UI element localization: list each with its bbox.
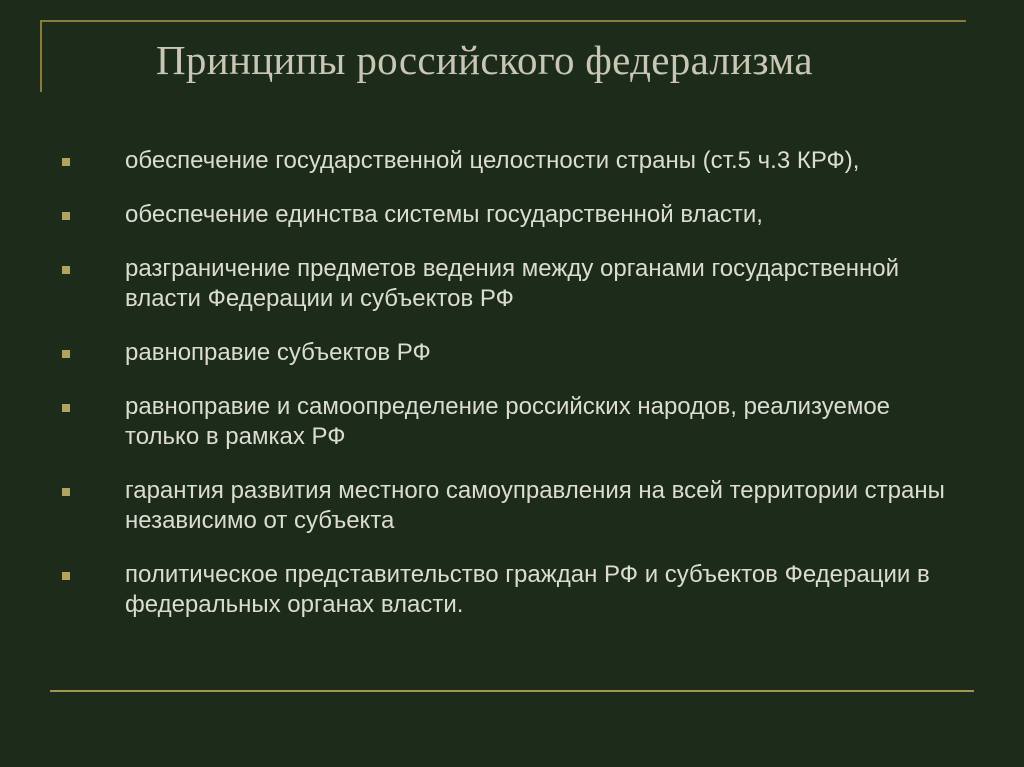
bullet-item	[62, 338, 962, 368]
bullet-text: равноправие и самоопределение российских народов, реализуемое только в рамках РФ	[125, 393, 891, 450]
square-bullet-icon	[62, 404, 70, 412]
square-bullet-icon	[62, 266, 70, 274]
bullet-text: гарантия развития местного самоуправления на всей территории страны независимо от субъекта	[125, 477, 945, 534]
slide-title: Принципы российского федерализма	[156, 37, 813, 83]
square-bullet-icon	[62, 158, 70, 166]
bullet-item	[62, 476, 962, 536]
bullet-text: политическое представительство граждан РФ и субъектов Федерации в федеральных органах власти.	[125, 561, 930, 618]
top-divider-line	[40, 20, 966, 22]
square-bullet-icon	[62, 572, 70, 580]
square-bullet-icon	[62, 488, 70, 496]
bullet-text: обеспечение единства системы государственной власти,	[125, 201, 763, 228]
bottom-divider-line	[50, 690, 974, 692]
bullet-text: разграничение предметов ведения между органами государственной власти Федерации и субъектов РФ	[125, 255, 900, 312]
bullet-item	[62, 560, 962, 620]
bullet-item	[62, 254, 962, 314]
square-bullet-icon	[62, 350, 70, 358]
bullet-item	[62, 200, 962, 230]
left-divider-line	[40, 20, 42, 92]
bullet-list	[62, 146, 962, 644]
square-bullet-icon	[62, 212, 70, 220]
bullet-text: равноправие субъектов РФ	[125, 339, 431, 366]
bullet-item	[62, 146, 962, 176]
bullet-text: обеспечение государственной целостности страны (ст.5 ч.3 КРФ),	[125, 147, 860, 174]
bullet-item	[62, 392, 962, 452]
